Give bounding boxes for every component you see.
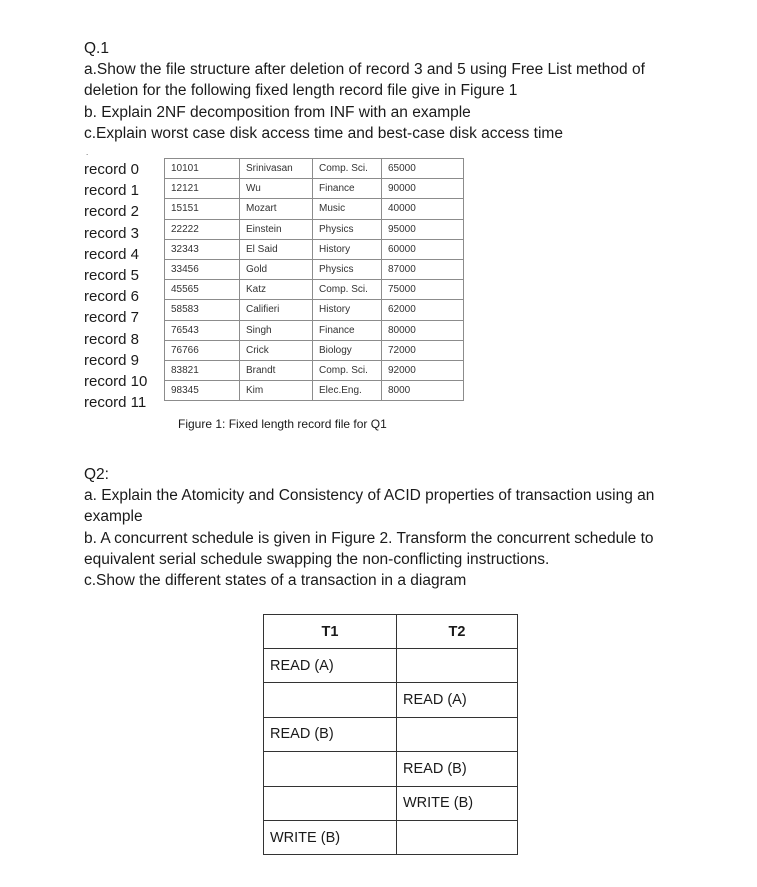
record-label: record 11 [84, 394, 147, 412]
record-id-cell: 33456 [165, 259, 240, 279]
t2-cell [397, 717, 518, 751]
record-name-cell: Srinivasan [240, 159, 313, 179]
q2-part-a-line2: example [84, 508, 143, 526]
table-row [165, 259, 464, 279]
record-dept-cell: Comp. Sci. [313, 360, 382, 380]
t2-cell: WRITE (B) [397, 786, 518, 820]
record-label: record 9 [84, 351, 140, 369]
record-dept-cell: History [313, 300, 382, 320]
q2-part-b-line1: b. A concurrent schedule is given in Figure 2. Transform the concurrent schedule to [84, 529, 654, 547]
table-row [165, 340, 464, 360]
record-label: record 5 [84, 266, 140, 284]
table-row [165, 381, 464, 401]
record-label: record 1 [84, 182, 140, 200]
record-dept-cell: Elec.Eng. [313, 381, 382, 401]
record-salary-cell: 75000 [382, 280, 464, 300]
t2-cell: READ (B) [397, 752, 518, 786]
record-salary-cell: 72000 [382, 340, 464, 360]
table-row [264, 820, 518, 854]
record-label: record 0 [84, 161, 140, 178]
column-header-t1: T1 [264, 615, 397, 649]
record-id-cell: 98345 [165, 381, 240, 401]
record-name-cell: Califieri [240, 300, 313, 320]
record-label: record 4 [84, 245, 140, 263]
record-id-cell: 12121 [165, 179, 240, 199]
fixed-length-record-table [164, 158, 464, 401]
record-label: record 3 [84, 224, 140, 242]
q2-part-b-line2: equivalent serial schedule swapping the non-conflicting instructions. [84, 550, 550, 568]
record-salary-cell: 40000 [382, 199, 464, 219]
record-salary-cell: 65000 [382, 159, 464, 179]
record-name-cell: Kim [240, 381, 313, 401]
q1-part-a-line1: a.Show the file structure after deletion of record 3 and 5 using Free List method of [84, 61, 645, 79]
record-id-cell: 32343 [165, 239, 240, 259]
record-dept-cell: Comp. Sci. [313, 159, 382, 179]
table-row [165, 159, 464, 179]
table-row [264, 786, 518, 820]
record-dept-cell: Finance [313, 320, 382, 340]
record-name-cell: Katz [240, 280, 313, 300]
column-header-t2: T2 [397, 615, 518, 649]
record-dept-cell: Physics [313, 219, 382, 239]
record-label: record 6 [84, 288, 140, 306]
t1-cell: READ (A) [264, 649, 397, 683]
table-row [264, 683, 518, 717]
record-salary-cell: 8000 [382, 381, 464, 401]
table-row [165, 320, 464, 340]
question-1 [84, 38, 645, 144]
record-id-cell: 76543 [165, 320, 240, 340]
record-name-cell: El Said [240, 239, 313, 259]
record-id-cell: 15151 [165, 199, 240, 219]
record-name-cell: Gold [240, 259, 313, 279]
table-row [165, 280, 464, 300]
record-label: record 8 [84, 330, 140, 348]
table-row [165, 360, 464, 380]
record-id-cell: 83821 [165, 360, 240, 380]
record-id-cell: 58583 [165, 300, 240, 320]
record-salary-cell: 62000 [382, 300, 464, 320]
t2-cell [397, 820, 518, 854]
record-name-cell: Wu [240, 179, 313, 199]
table-row [165, 219, 464, 239]
record-dept-cell: Music [313, 199, 382, 219]
t1-cell: READ (B) [264, 717, 397, 751]
header-row [264, 615, 518, 649]
record-dept-cell: Finance [313, 179, 382, 199]
record-dept-cell: Biology [313, 340, 382, 360]
q2-part-a-line1: a. Explain the Atomicity and Consistency of ACID properties of transaction using an [84, 487, 655, 505]
q1-part-a-line2: deletion for the following fixed length record file give in Figure 1 [84, 82, 518, 100]
record-salary-cell: 95000 [382, 219, 464, 239]
figure-1-caption: Figure 1: Fixed length record file for Q1 [178, 417, 387, 431]
t1-cell [264, 786, 397, 820]
record-name-cell: Mozart [240, 199, 313, 219]
record-salary-cell: 92000 [382, 360, 464, 380]
record-id-cell: 45565 [165, 280, 240, 300]
t1-cell: WRITE (B) [264, 820, 397, 854]
record-name-cell: Einstein [240, 219, 313, 239]
table-row [165, 179, 464, 199]
record-salary-cell: 90000 [382, 179, 464, 199]
q2-part-c: c.Show the different states of a transaction in a diagram [84, 572, 467, 590]
bullet-dot: . [86, 148, 89, 157]
q1-heading: Q.1 [84, 40, 109, 57]
record-id-cell: 22222 [165, 219, 240, 239]
concurrent-schedule-table [263, 614, 518, 855]
question-2 [84, 464, 654, 591]
q1-part-c: c.Explain worst case disk access time and best-case disk access time [84, 124, 563, 142]
t1-cell [264, 752, 397, 786]
record-label: record 2 [84, 203, 140, 221]
record-dept-cell: Comp. Sci. [313, 280, 382, 300]
t2-cell [397, 649, 518, 683]
record-label: record 7 [84, 309, 140, 327]
q1-part-b: b. Explain 2NF decomposition from INF with an example [84, 103, 471, 121]
record-dept-cell: History [313, 239, 382, 259]
table-row [264, 717, 518, 751]
table-row [165, 239, 464, 259]
record-name-cell: Singh [240, 320, 313, 340]
record-dept-cell: Physics [313, 259, 382, 279]
table-row [165, 300, 464, 320]
record-salary-cell: 60000 [382, 239, 464, 259]
t2-cell: READ (A) [397, 683, 518, 717]
record-salary-cell: 87000 [382, 259, 464, 279]
record-name-cell: Brandt [240, 360, 313, 380]
record-label: record 10 [84, 372, 148, 390]
record-id-cell: 10101 [165, 159, 240, 179]
record-salary-cell: 80000 [382, 320, 464, 340]
table-row [264, 752, 518, 786]
table-row [165, 199, 464, 219]
record-id-cell: 76766 [165, 340, 240, 360]
record-name-cell: Crick [240, 340, 313, 360]
table-row [264, 649, 518, 683]
q2-heading: Q2: [84, 466, 109, 483]
record-labels [84, 159, 147, 413]
t1-cell [264, 683, 397, 717]
